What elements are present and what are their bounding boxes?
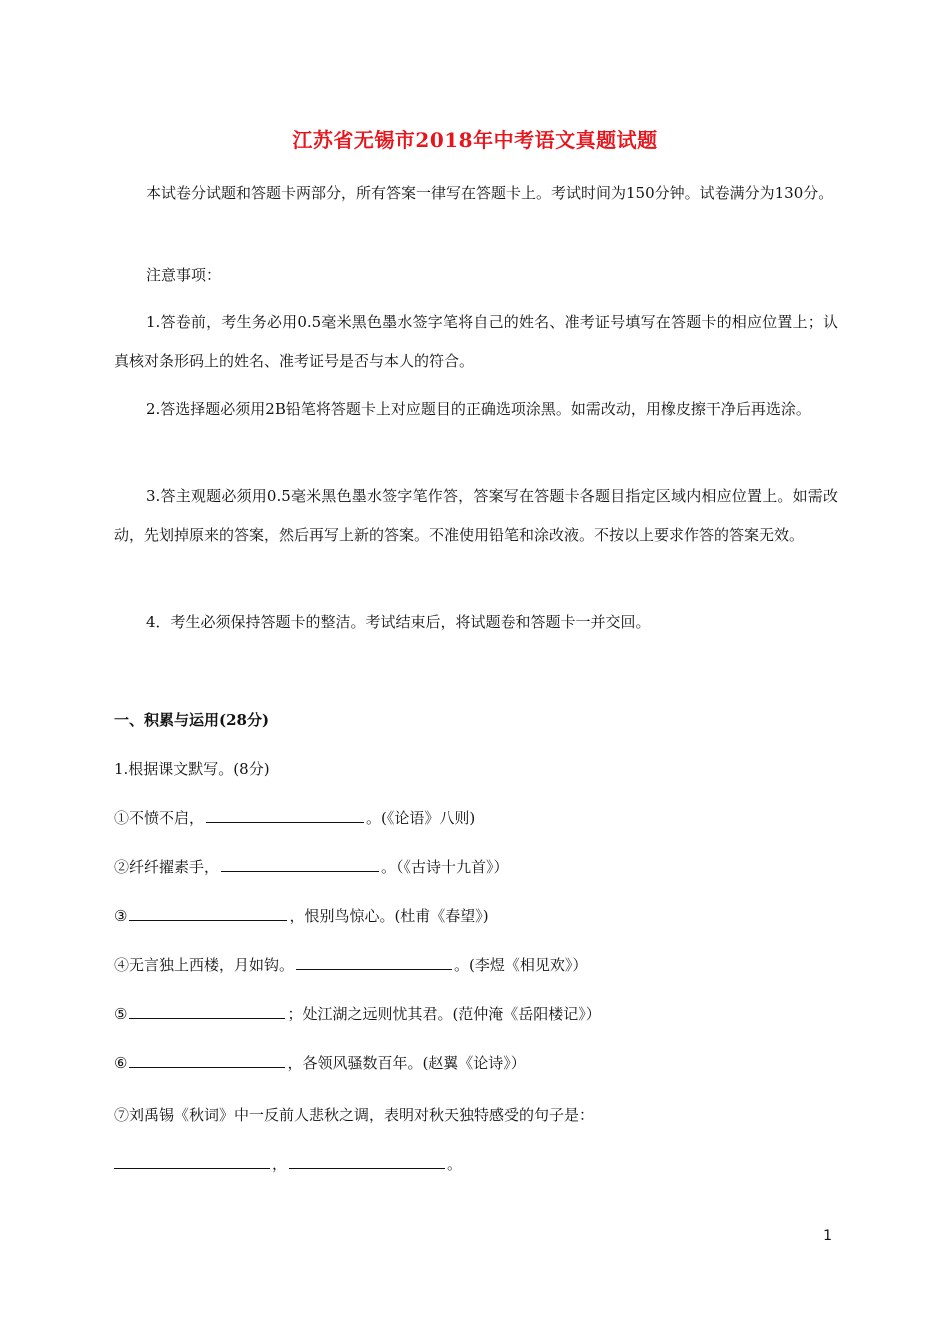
item-7-end: 。 [447,1155,463,1173]
note-item-3: 3.答主观题必须用0.5毫米黑色墨水签字笔作答，答案写在答题卡各题目指定区域内相应位置上。如需改动，先划掉原来的答案，然后再写上新的答案。不准使用铅笔和涂改液。不按以上要求作答的答案无效。 [114,487,838,544]
note-item-2: 2.答选择题必须用2B铅笔将答题卡上对应题目的正确选项涂黑。如需改动，用橡皮擦干净后再选涂。 [146,400,811,418]
item-4-prefix: ④无言独上西楼，月如钩。 [114,956,295,974]
answer-blank-6[interactable] [129,1051,285,1068]
answer-blank-7a[interactable] [114,1152,270,1169]
item-5-prefix: ⑤ [114,1005,128,1023]
answer-blank-4[interactable] [296,953,452,970]
note-item-4: 4．考生必须保持答题卡的整洁。考试结束后，将试题卷和答题卡一并交回。 [146,613,651,631]
recitation-item-5 [114,1002,838,1026]
recitation-item-2 [114,855,838,879]
answer-blank-5[interactable] [129,1002,285,1019]
item-6-suffix: ，各领风骚数百年。(赵翼《论诗》） [287,1054,526,1072]
recitation-item-6 [114,1051,838,1075]
question-1: 1.根据课文默写。(8分) [114,760,270,778]
page-number: 1 [823,1228,832,1244]
answer-blank-1[interactable] [206,806,364,823]
page-title: 江苏省无锡市2018年中考语文真题试题 [292,128,658,152]
item-1-prefix: ①不愤不启， [114,809,205,827]
section-heading: 一、积累与运用(28分) [114,711,270,729]
answer-blank-2[interactable] [221,855,379,872]
item-4-suffix: 。(李煜《相见欢》） [454,956,588,974]
item-2-suffix: 。（《古诗十九首》） [381,858,509,876]
recitation-item-3 [114,904,838,928]
recitation-item-4 [114,953,838,977]
intro-paragraph: 本试卷分试题和答题卡两部分，所有答案一律写在答题卡上。考试时间为150分钟。试卷满分为130分。 [146,184,834,202]
item-2-prefix: ②纤纤擢素手， [114,858,220,876]
recitation-item-7: ⑦刘禹锡《秋词》中一反前人悲秋之调，表明对秋天独特感受的句子是： [114,1106,595,1124]
recitation-item-1 [114,806,838,830]
notes-heading: 注意事项： [146,266,222,284]
item-3-prefix: ③ [114,907,128,925]
item-3-suffix: ，恨别鸟惊心。(杜甫《春望》) [289,907,489,925]
item-5-suffix: ；处江湖之远则忧其君。(范仲淹《岳阳楼记》） [287,1005,601,1023]
item-7-separator: ， [272,1155,288,1173]
answer-blank-3[interactable] [129,904,287,921]
item-6-prefix: ⑥ [114,1054,128,1072]
item-1-suffix: 。(《论语》八则) [366,809,476,827]
note-item-1: 1.答卷前，考生务必用0.5毫米黑色墨水签字笔将自己的姓名、准考证号填写在答题卡的相应位置上；认真核对条形码上的姓名、准考证号是否与本人的符合。 [114,313,838,370]
answer-blank-7b[interactable] [289,1152,445,1169]
recitation-item-7-answers [114,1152,838,1176]
